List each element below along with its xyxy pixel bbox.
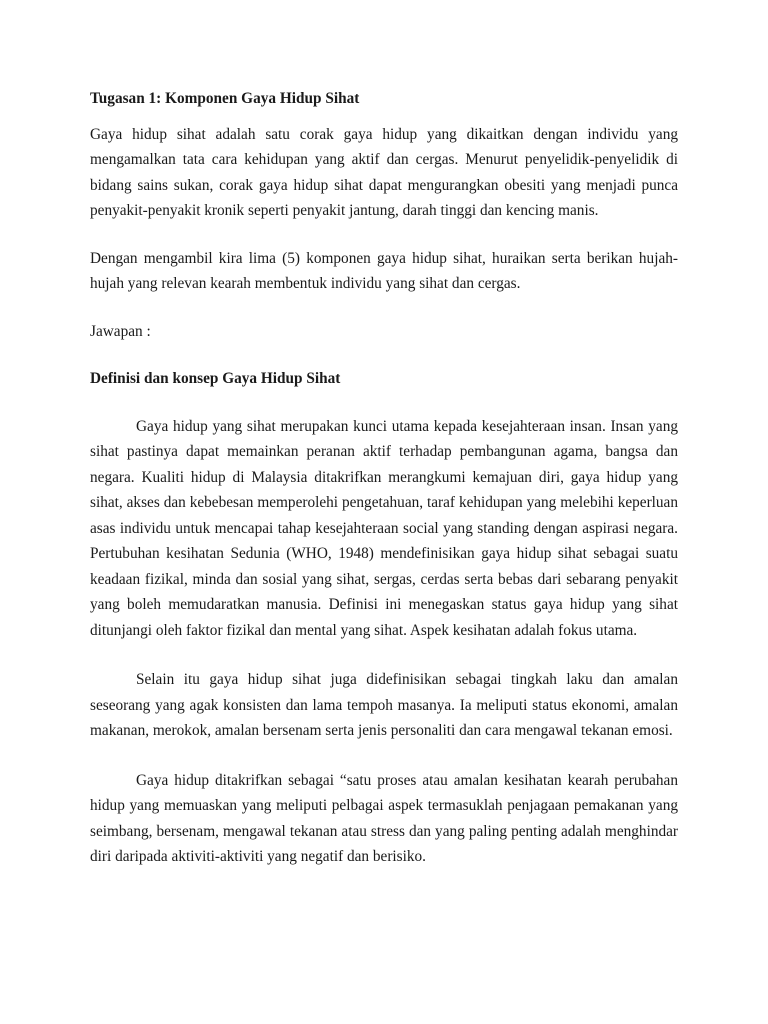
body-paragraph-1: Gaya hidup yang sihat merupakan kunci utama kepada kesejahteraan insan. Insan yang sihat pastinya dapat memainkan peranan aktif terhadap pembangunan agama, bangsa dan negara. Kualiti hidup di Malaysia ditakrifkan merangkumi kemajuan diri, gaya hidup yang sihat, akses dan kebebesan memperolehi pengetahuan, taraf kehidupan yang melebihi keperluan asas individu untuk mencapai tahap kesejahteraan social yang standing dengan aspirasi negara. Pertubuhan kesihatan Sedunia (WHO, 1948) mendefinisikan gaya hidup sihat sebagai suatu keadaan fizikal, minda dan sosial yang sihat, sergas, cerdas serta bebas dari sebarang penyakit yang boleh memudaratkan manusia. Definisi ini menegaskan status gaya hidup yang sihat ditunjangi oleh faktor fizikal dan mental yang sihat. Aspek kesihatan adalah fokus utama.: [90, 417, 678, 639]
intro-paragraph: Gaya hidup sihat adalah satu corak gaya hidup yang dikaitkan dengan individu yang mengamalkan tata cara kehidupan yang aktif dan cergas. Menurut penyelidik-penyelidik di bidang sains sukan, corak gaya hidup sihat dapat mengurangkan obesiti yang menjadi punca penyakit-penyakit kronik seperti penyakit jantung, darah tinggi dan kencing manis.: [90, 125, 678, 219]
question-paragraph: Dengan mengambil kira lima (5) komponen gaya hidup sihat, huraikan serta berikan hujah-hujah yang relevan kearah membentuk individu yang sihat dan cergas.: [90, 249, 678, 292]
body-paragraph-3: Gaya hidup ditakrifkan sebagai “satu proses atau amalan kesihatan kearah perubahan hidup yang memuaskan yang meliputi pelbagai aspek termasuklah penjagaan pemakanan yang seimbang, bersenam, mengawal tekanan atau stress dan yang paling penting adalah menghindar diri daripada aktiviti-aktiviti yang negatif dan berisiko.: [90, 771, 678, 865]
document-content: [90, 86, 678, 870]
answer-label: Jawapan :: [90, 322, 151, 340]
body-paragraph-2: Selain itu gaya hidup sihat juga didefinisikan sebagai tingkah laku dan amalan seseorang yang agak konsisten dan lama tempoh masanya. Ia meliputi status ekonomi, amalan makanan, merokok, amalan bersenam serta jenis personaliti dan cara mengawal tekanan emosi.: [90, 671, 678, 739]
task-heading: Tugasan 1: Komponen Gaya Hidup Sihat: [90, 90, 360, 107]
section-heading: Definisi dan konsep Gaya Hidup Sihat: [90, 370, 341, 387]
